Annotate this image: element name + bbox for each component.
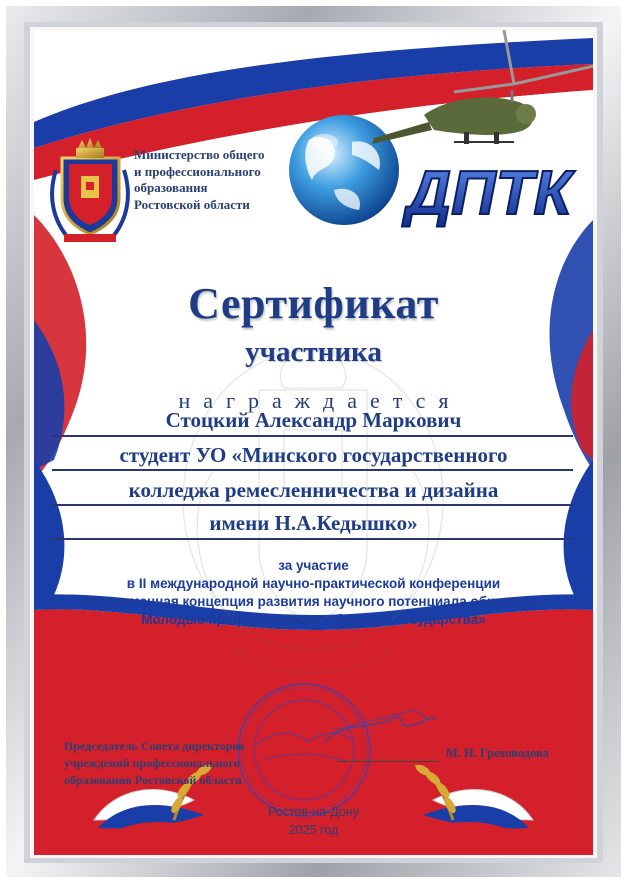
participation-label: за участие [278, 558, 349, 573]
signatory-line: Председатель Совета директоров [64, 739, 245, 753]
underline [52, 435, 573, 437]
conference-theme: «Современная концепция развития научного потенциала общества – [80, 594, 547, 609]
year: 2025 год [288, 823, 339, 837]
city: Ростов-на-Дону [267, 805, 360, 819]
dptk-logo [389, 148, 589, 228]
conference-theme: Молодые профессионалы – будущее государства» [141, 612, 486, 627]
ministry-line: образования [134, 180, 208, 195]
signatory-name: М. Н. Греховодова [446, 746, 549, 760]
ministry-line: Ростовской области [134, 196, 250, 212]
recipient-name: Стоцкий Александр Маркович [165, 408, 462, 432]
globe-icon [289, 115, 399, 225]
ministry-line: Министерство общего [134, 147, 265, 162]
recipient-line: имени Н.А.Кедышко» [209, 511, 418, 535]
underline [52, 504, 573, 506]
recipient-line: студент УО «Минского государственного [119, 443, 508, 467]
certificate-body [34, 30, 593, 855]
signatory-line: учреждений профессионального [64, 756, 240, 770]
recipient-line: колледжа ремесленничества и дизайна [128, 478, 499, 502]
signature-line [337, 761, 439, 762]
certificate-title: Сертификат [188, 279, 439, 328]
conference-name: в II международной научно-практической конференции [126, 576, 501, 591]
signatory-position [64, 738, 245, 789]
certificate-subtitle: участника [245, 336, 382, 368]
dptk-logo-text: ДПТК [406, 159, 572, 228]
signatory-line: образования Ростовской области [64, 773, 242, 787]
awarded-label: награждается [178, 388, 462, 413]
ministry-line: и профессионального [134, 163, 261, 179]
underline [52, 538, 573, 540]
ministry-name [134, 147, 265, 213]
underline [52, 469, 573, 471]
place-and-date [34, 803, 593, 839]
